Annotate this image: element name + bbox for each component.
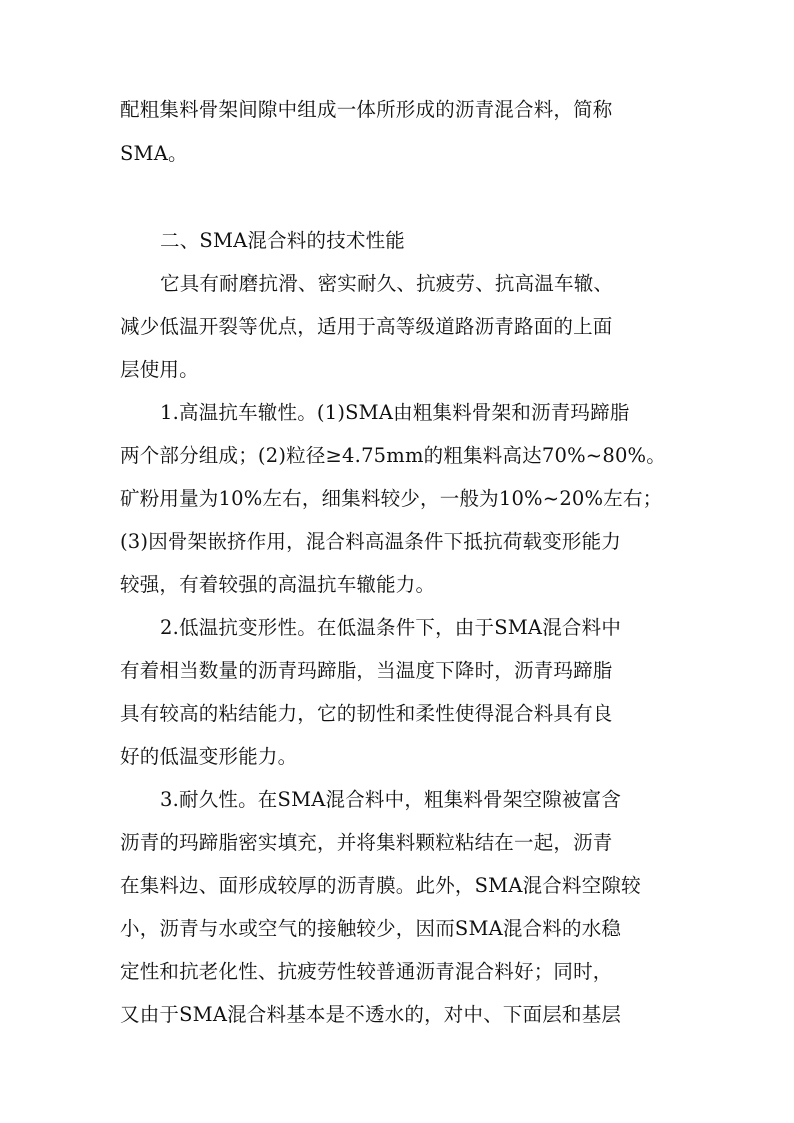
item3-line-3: 在集料边、面形成较厚的沥青膜。此外，SMA混合料空隙较 — [120, 874, 641, 897]
summary-line-2: 减少低温开裂等优点，适用于高等级道路沥青路面的上面 — [120, 315, 613, 338]
item3-line-4: 小，沥青与水或空气的接触较少，因而SMA混合料的水稳 — [120, 917, 622, 940]
item2-line-4: 好的低温变形能力。 — [120, 745, 298, 768]
item3-line-2: 沥青的玛蹄脂密实填充，并将集料颗粒粘结在一起，沥青 — [120, 831, 613, 854]
item2-line-2: 有着相当数量的沥青玛蹄脂，当温度下降时，沥青玛蹄脂 — [120, 659, 613, 682]
item3-line-6: 又由于SMA混合料基本是不透水的，对中、下面层和基层 — [120, 1003, 622, 1026]
item1-line-5: 较强，有着较强的高温抗车辙能力。 — [120, 573, 436, 596]
item2-line-1: 2.低温抗变形性。在低温条件下，由于SMA混合料中 — [160, 616, 622, 639]
summary-line-3: 层使用。 — [120, 358, 199, 381]
item3-line-5: 定性和抗老化性、抗疲劳性较普通沥青混合料好；同时， — [120, 960, 613, 983]
section-heading: 二、SMA混合料的技术性能 — [160, 229, 406, 252]
item1-line-1: 1.高温抗车辙性。(1)SMA由粗集料骨架和沥青玛蹄脂 — [160, 401, 630, 424]
item1-line-3: 矿粉用量为10%左右，细集料较少，一般为10%~20%左右； — [120, 487, 663, 510]
item1-line-4: (3)因骨架嵌挤作用，混合料高温条件下抵抗荷载变形能力 — [120, 530, 622, 553]
item1-line-2: 两个部分组成；(2)粒径≥4.75mm的粗集料高达70%~80%。 — [120, 444, 666, 467]
intro-line-1: 配粗集料骨架间隙中组成一体所形成的沥青混合料，简称 — [120, 98, 613, 121]
summary-line-1: 它具有耐磨抗滑、密实耐久、抗疲劳、抗高温车辙、 — [160, 272, 614, 295]
item2-line-3: 具有较高的粘结能力，它的韧性和柔性使得混合料具有良 — [120, 702, 613, 725]
item3-line-1: 3.耐久性。在SMA混合料中，粗集料骨架空隙被富含 — [160, 788, 622, 811]
intro-line-2: SMA。 — [120, 142, 188, 165]
